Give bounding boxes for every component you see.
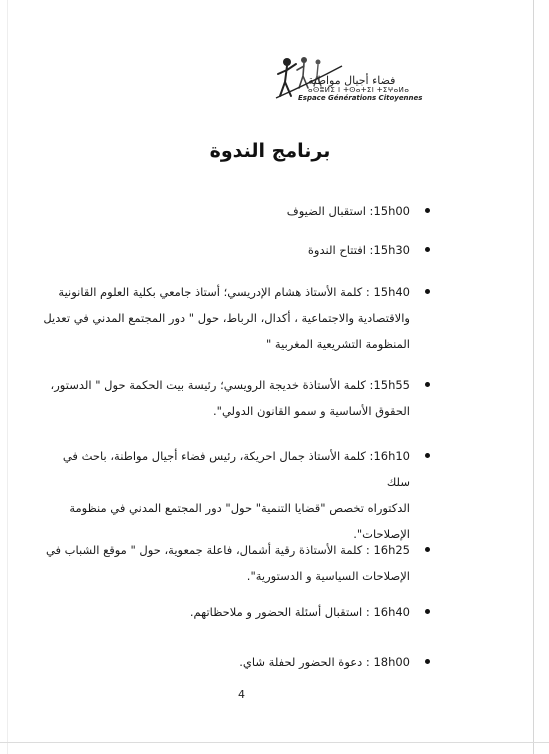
item-line: 15h30: افتتاح الندوة (307, 243, 410, 257)
item-line: 18h00 : دعوة الحضور لحفلة شاي. (239, 655, 410, 669)
page-number: 4 (238, 688, 245, 701)
item-line: 15h55: كلمة الأستاذة خديجة الرويسي؛ رئيسة بيت الحكمة حول " الدستور، (50, 378, 410, 392)
list-item (42, 443, 410, 547)
item-line: الحقوق الأساسية و سمو القانون الدولي". (213, 404, 410, 418)
bullet (425, 659, 430, 664)
item-line: والاقتصادية والاجتماعية ، أكدال، الرباط، حول " دور المجتمع المدني في تعديل (43, 311, 410, 325)
bullet (425, 289, 430, 294)
item-line: الإصلاحات السياسية و الدستورية". (246, 569, 410, 583)
bullet (425, 547, 430, 552)
page-edge-bottom (0, 742, 549, 743)
list-item (40, 237, 410, 263)
bullet (425, 382, 430, 387)
logo-tifinagh-text: ⴰⵙⵓⵍⵉ ⵏ ⵜⵙⴰⵜⵉⵏ ⵜⵉⵖⴰⵍⴰ (308, 86, 410, 94)
list-item (40, 649, 410, 675)
bullet (425, 609, 430, 614)
item-line: الإصلاحات". (353, 527, 410, 541)
list-item (40, 599, 410, 625)
bullet (425, 208, 430, 213)
item-line: الدكتوراه تخصص "قضايا التنمية" حول" دور المجتمع المدني في منظومة (69, 501, 410, 515)
bullet (425, 453, 430, 458)
item-line: 16h25 : كلمة الأستاذة رقية أشمال، فاعلة جمعوية، حول " موقع الشباب في (45, 543, 410, 557)
organization-logo (272, 52, 423, 110)
page-edge-right (533, 0, 534, 754)
item-line: 15h00: استقبال الضيوف (286, 204, 410, 218)
page-edge-left (7, 0, 8, 754)
list-item (42, 372, 410, 424)
item-line: 16h10: كلمة الأستاذ جمال احريكة، رئيس فضاء أجيال مواطنة، باحث في سلك (62, 449, 410, 489)
bullet (425, 247, 430, 252)
logo-arabic-text: فضاء أجيال مواطنة (308, 74, 396, 87)
item-line: المنظومة التشريعية المغربية " (265, 337, 410, 351)
item-line: 15h40 : كلمة الأستاذ هشام الإدريسي؛ أستاذ جامعي بكلية العلوم القانونية (58, 285, 410, 299)
logo-french-text: Espace Générations Citoyennes (298, 94, 423, 102)
page-title: برنامج الندوة (209, 140, 331, 162)
list-item (42, 279, 410, 357)
list-item (42, 537, 410, 589)
list-item (40, 198, 410, 224)
item-line: 16h40 : استقبال أسئلة الحضور و ملاحظاتهم. (189, 605, 410, 619)
